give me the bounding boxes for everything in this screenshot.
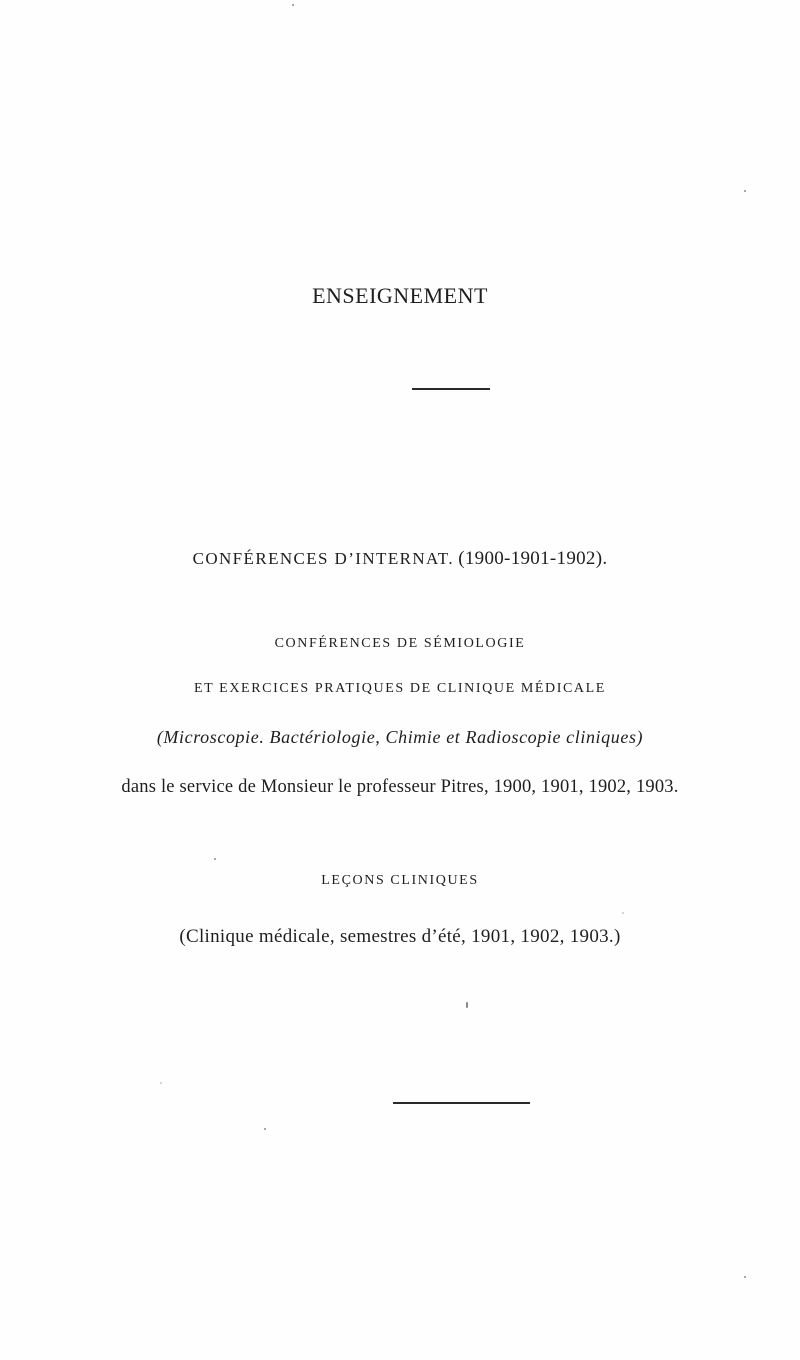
lecons-cliniques-detail: (Clinique médicale, semestres d’été, 1901, 1902, 1903.) [179, 926, 621, 947]
lecons-cliniques-heading: LEÇONS CLINIQUES [321, 873, 479, 888]
service-description-line: dans le service de Monsieur le professeur Pitres, 1900, 1901, 1902, 1903. [121, 777, 679, 797]
exercices-pratiques-heading: ET EXERCICES PRATIQUES DE CLINIQUE MÉDICALE [194, 681, 606, 696]
paper-speck [264, 1128, 266, 1130]
bottom-divider-rule [393, 1102, 530, 1104]
clinical-subjects-line: (Microscopie. Bactériologie, Chimie et Radioscopie cliniques) [156, 727, 644, 747]
paper-speck [292, 4, 294, 6]
paper-speck [160, 1082, 162, 1084]
conferences-internat-years: (1900-1901-1902). [458, 548, 608, 569]
page-title: ENSEIGNEMENT [312, 283, 488, 308]
paper-speck [214, 858, 216, 860]
paper-speck [744, 190, 746, 192]
conferences-semiologie-heading: CONFÉRENCES DE SÉMIOLOGIE [274, 636, 526, 651]
conferences-internat-heading [0, 548, 800, 570]
paper-speck [622, 912, 624, 914]
paper-speck [466, 1002, 468, 1008]
top-divider-rule [412, 388, 490, 390]
conferences-internat-label: CONFÉRENCES D’INTERNAT. [192, 549, 454, 568]
paper-speck [744, 1276, 746, 1278]
